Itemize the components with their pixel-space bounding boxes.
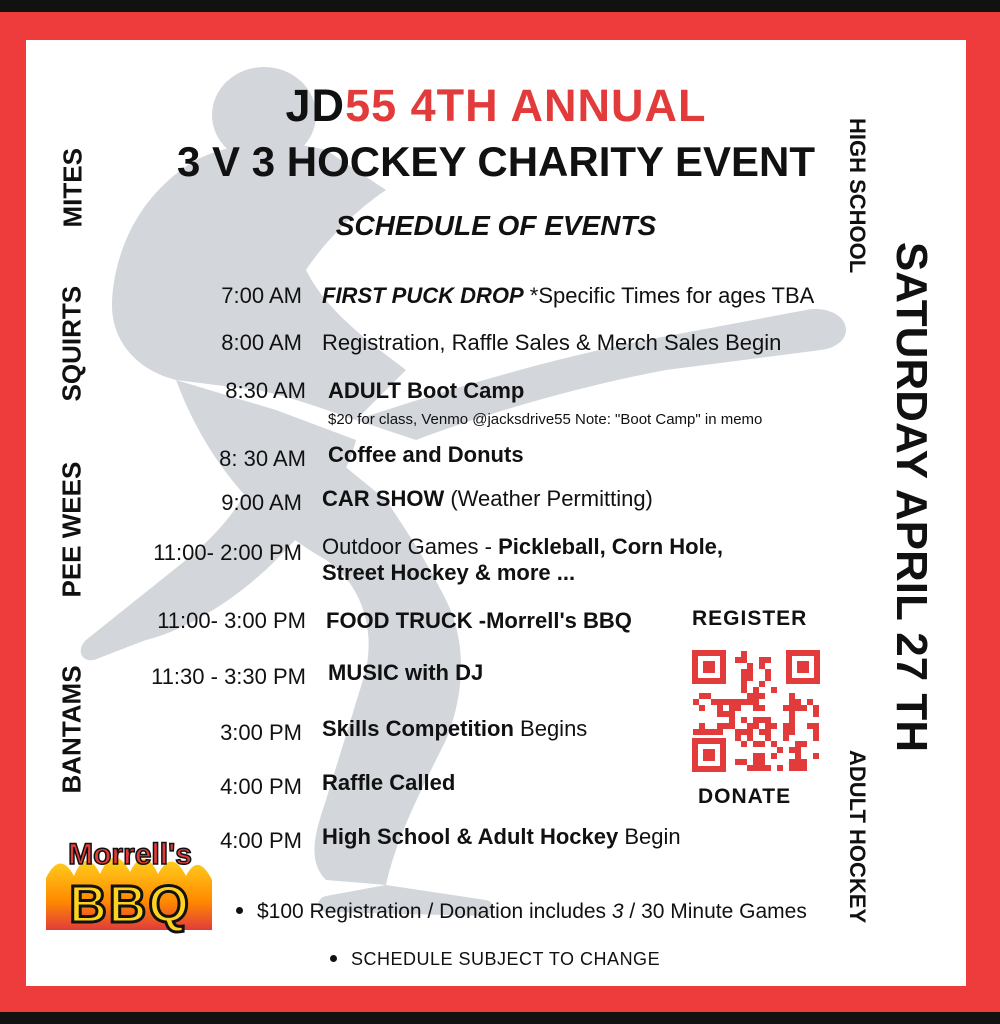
label-squirts: SQUIRTS [56, 285, 87, 402]
morrells-bbq-logo [40, 830, 220, 940]
schedule-row [26, 330, 966, 360]
event-title: JD55 4TH ANNUAL [285, 80, 707, 131]
label-pee-wees: PEE WEES [56, 461, 87, 598]
register-label: REGISTER [692, 607, 808, 630]
label-bantams: BANTAMS [56, 665, 87, 794]
donate-label: DONATE [698, 785, 792, 808]
schedule-change-bullet: SCHEDULE SUBJECT TO CHANGE [330, 949, 660, 970]
schedule-time: 8: 30 AM [219, 446, 306, 471]
schedule-time: 3:00 PM [220, 720, 302, 745]
schedule-row [26, 534, 966, 585]
schedule-time: 11:30 - 3:30 PM [151, 664, 306, 689]
schedule-row [26, 660, 966, 690]
schedule-time: 4:00 PM [220, 774, 302, 799]
qr-code-icon[interactable] [688, 646, 824, 776]
schedule-row [26, 378, 966, 428]
label-high-school: HIGH SCHOOL [845, 118, 870, 274]
schedule-time: 7:00 AM [221, 283, 302, 308]
schedule-event: Registration, Raffle Sales & Merch Sales Begin [322, 330, 782, 355]
schedule-row [26, 283, 966, 313]
schedule-row [26, 716, 966, 746]
bottom-black-bar [0, 1012, 1000, 1024]
schedule-event: FOOD TRUCK -Morrell's BBQ [326, 608, 632, 633]
schedule-row [26, 442, 966, 472]
schedule-event: Skills Competition Begins [322, 716, 588, 741]
schedule-event: Raffle Called [322, 770, 456, 795]
label-adult-hockey: ADULT HOCKEY [845, 750, 870, 924]
schedule-event: Coffee and Donuts [328, 442, 524, 467]
bullet-dot-icon [330, 955, 337, 962]
logo-text-bbq: BBQ [69, 876, 191, 934]
label-mites: MITES [57, 148, 88, 228]
schedule-row [26, 770, 966, 800]
schedule-note: $20 for class, Venmo @jacksdrive55 Note: "Boot Camp" in memo [328, 411, 763, 428]
schedule-event: MUSIC with DJ [328, 660, 484, 685]
schedule-time: 4:00 PM [220, 828, 302, 853]
schedule-event: ADULT Boot Camp [328, 378, 525, 403]
schedule-heading: SCHEDULE OF EVENTS [335, 210, 657, 241]
schedule-event: CAR SHOW (Weather Permitting) [322, 486, 653, 511]
registration-bullet: $100 Registration / Donation includes 3 / 30 Minute Games [236, 900, 807, 924]
schedule-time: 8:00 AM [221, 330, 302, 355]
schedule-time: 11:00- 3:00 PM [157, 608, 306, 633]
bullet-dot-icon [236, 907, 243, 914]
event-date: SATURDAY APRIL 27 TH [887, 241, 936, 753]
schedule-row [26, 608, 966, 638]
schedule-event: Outdoor Games - Pickleball, Corn Hole, [322, 534, 724, 559]
schedule-row [26, 486, 966, 516]
schedule-event-line-2: Street Hockey & more ... [322, 560, 576, 585]
schedule-event: High School & Adult Hockey Begin [322, 824, 681, 849]
schedule-event: FIRST PUCK DROP *Specific Times for ages TBA [322, 283, 815, 308]
schedule-time: 9:00 AM [221, 490, 302, 515]
top-black-bar [0, 0, 1000, 12]
event-title-line-2: 3 V 3 HOCKEY CHARITY EVENT [177, 138, 815, 185]
logo-text-morrells: Morrell's [68, 838, 192, 871]
schedule-time: 8:30 AM [225, 378, 306, 403]
poster-frame [0, 12, 1000, 1012]
poster-card [26, 40, 966, 986]
schedule-time: 11:00- 2:00 PM [153, 540, 302, 565]
